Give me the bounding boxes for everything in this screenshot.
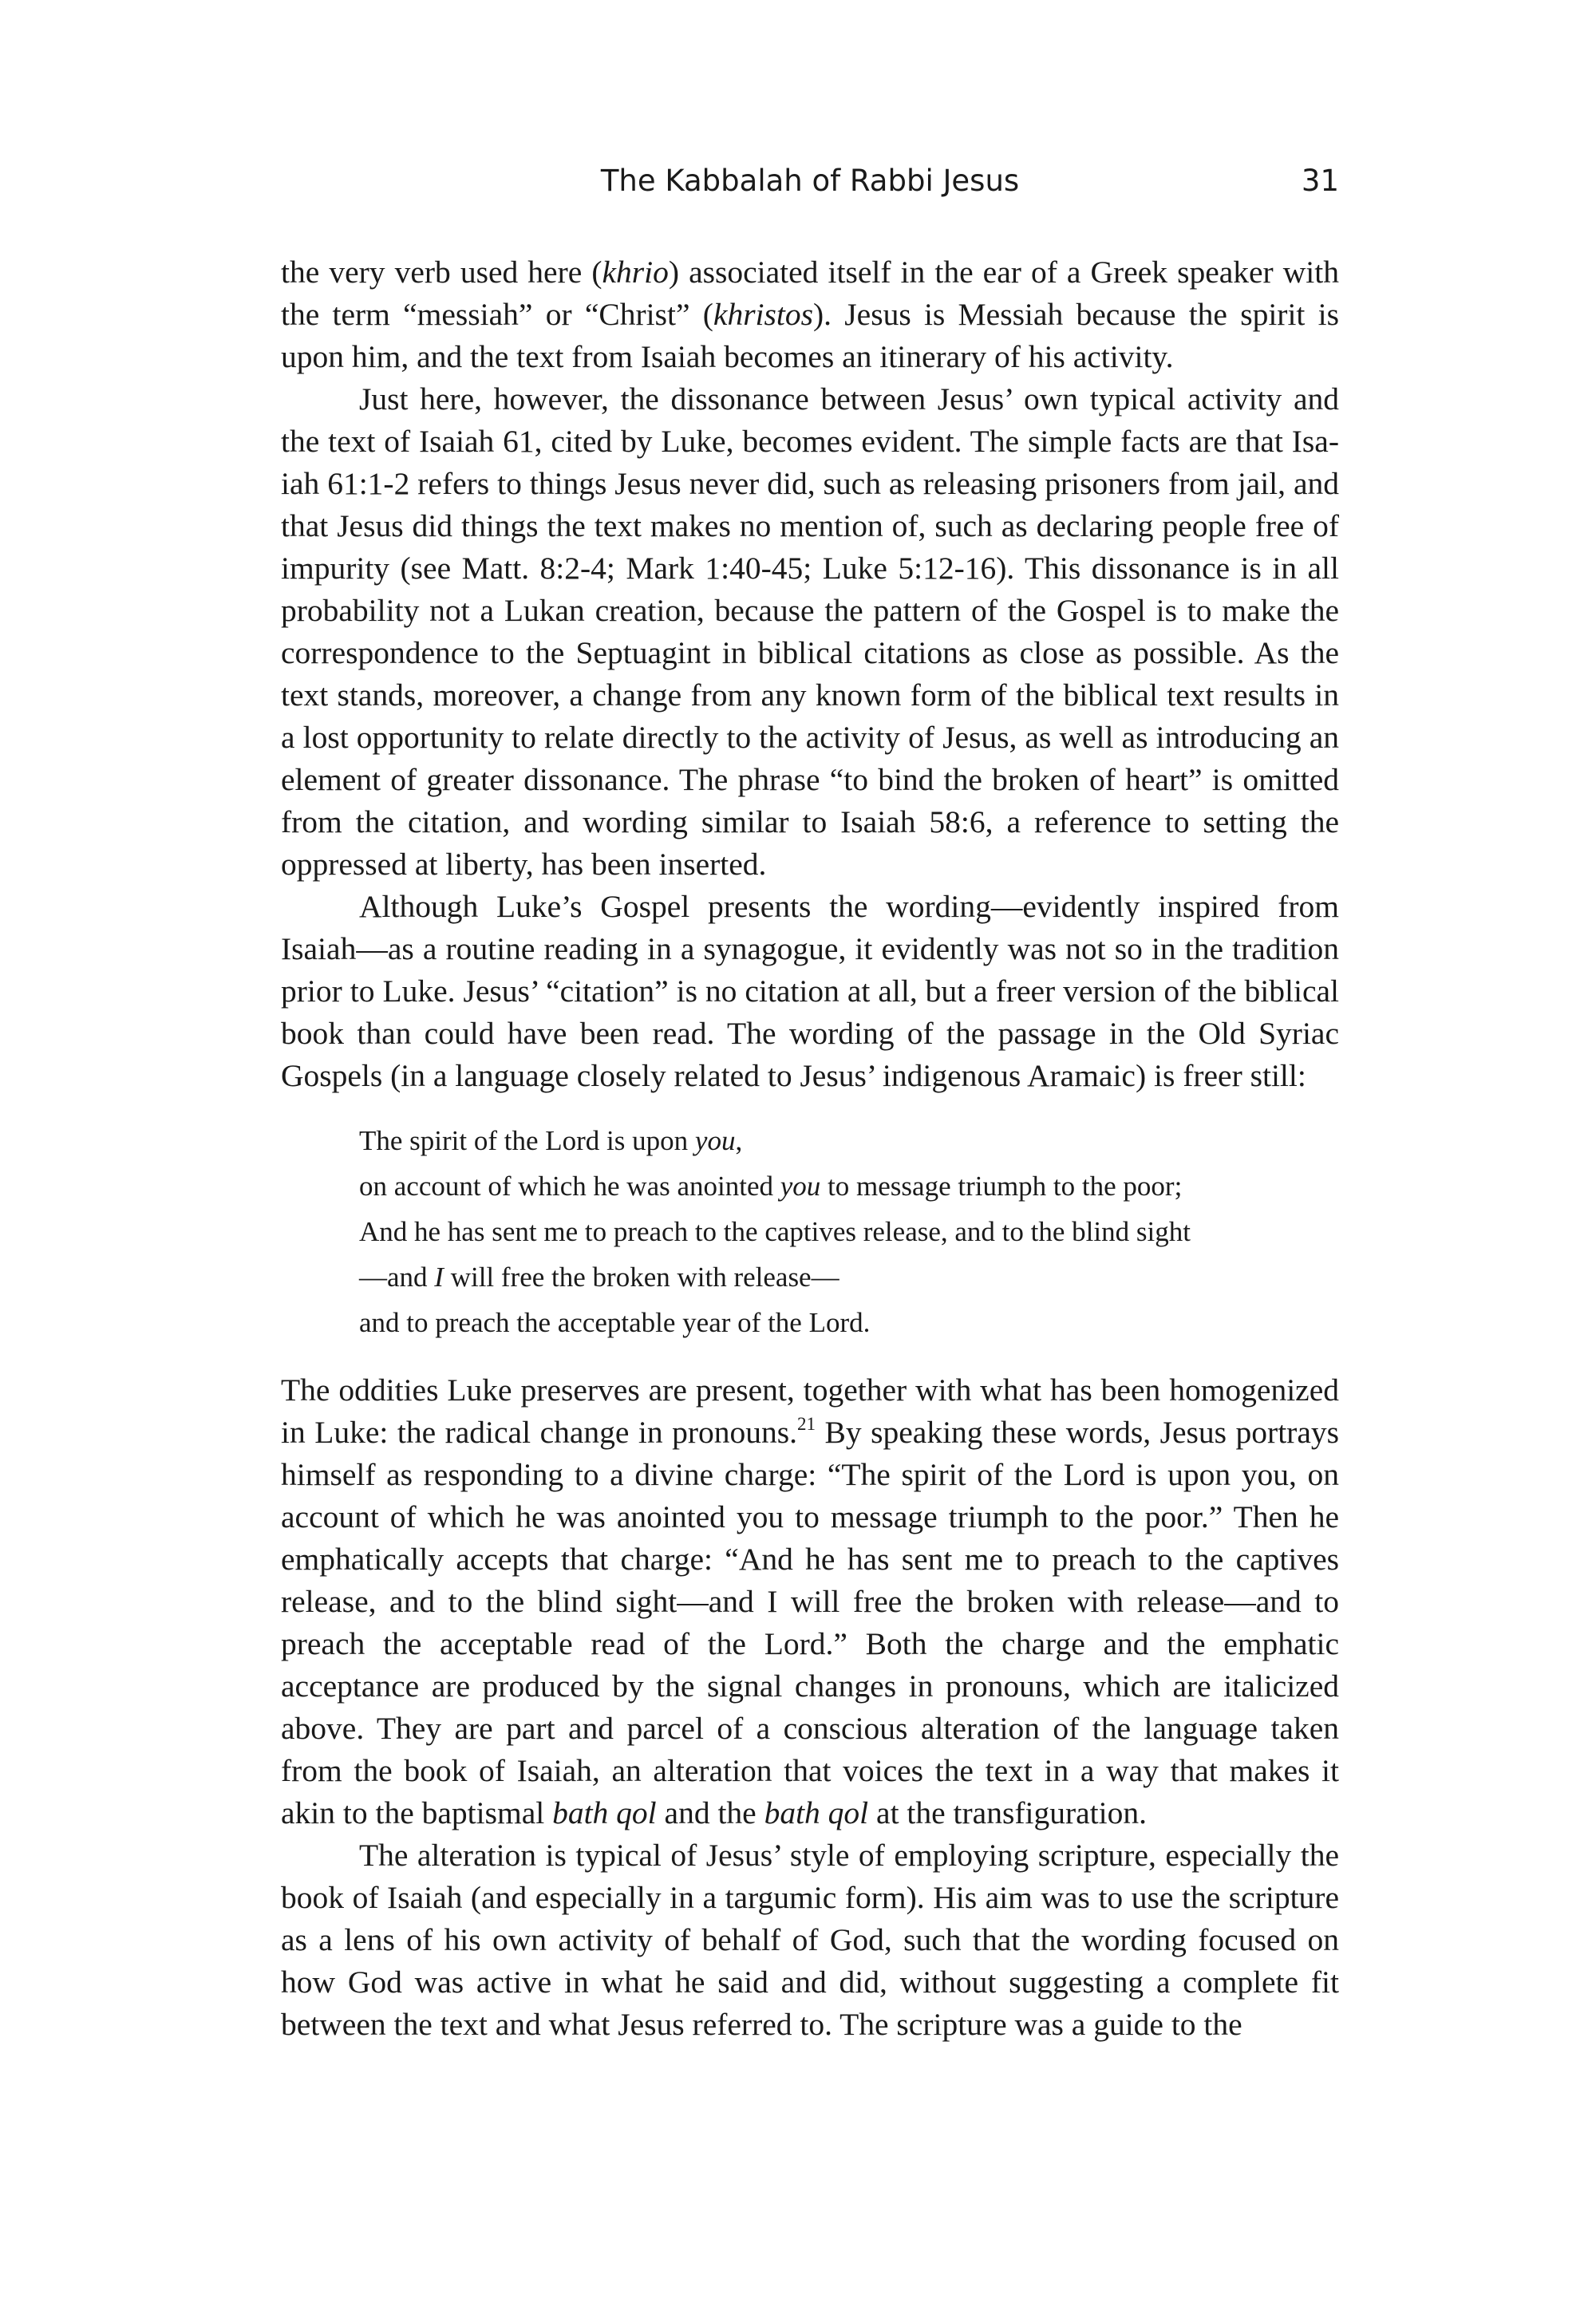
quote-line: The spirit of the Lord is upon you, xyxy=(359,1125,743,1156)
italic-text: bath qol xyxy=(552,1795,657,1830)
body-text xyxy=(281,251,1339,2046)
italic-text: khristos xyxy=(713,297,814,332)
page-number: 31 xyxy=(1301,164,1339,198)
quote-line: on account of which he was anointed you to message triumph to the poor; xyxy=(359,1171,1183,1202)
quote-line: —and I will free the broken with release— xyxy=(359,1262,839,1293)
paragraph: The alteration is typical of Jesus’ style of employing scripture, especially the book of Isaiah (and especially in a targumic form). His aim was to use the scripture as a lens of his own activity of behalf of God, such that the wording focused on how God was active in what he said and did, without suggesting a complete fit between the text and what Jesus referred to. The scripture was a guide to the xyxy=(281,1838,1339,2042)
italic-text: you xyxy=(780,1171,821,1202)
paragraph: Just here, however, the dissonance between Jesus’ own typical activity and the text of Isaiah 61, cited by Luke, becomes evident. The simple facts are that Isaiah 61:1-2 refers to things Jesus never did, such as releasing prisoners from jail, and that Jesus did things the text makes no mention of, such as declaring people free of impurity (see Matt. 8:2-4; Mark 1:40-45; Luke 5:12-16). This dissonance is in all probability not a Lukan creation, because the pattern of the Gospel is to make the correspondence to the Septuagint in biblical citations as close as possible. As the text stands, moreover, a change from any known form of the biblical text results in a lost opportunity to relate directly to the activity of Jesus, as well as introducing an element of greater dissonance. The phrase “to bind the broken of heart” is omitted from the citation, and wording similar to Isaiah 58:6, a reference to setting the oppressed at liberty, has been inserted. xyxy=(281,381,1339,882)
footnote-ref[interactable]: 21 xyxy=(797,1414,816,1434)
italic-text: you xyxy=(694,1125,736,1156)
italic-text: I xyxy=(434,1262,444,1293)
italic-text: bath qol xyxy=(764,1795,869,1830)
quote-line: And he has sent me to preach to the captives release, and to the blind sight xyxy=(359,1216,1191,1247)
paragraph: The oddities Luke preserves are present, together with what has been homogenized in Luke: the radical change in pronouns.$^{21}$ By speaking these words, Jesus portrays himself as responding to a divine charge: “The spirit of the Lord is upon you, on account of which he was anointed you to message triumph to the poor.” Then he emphatically accepts that charge: “And he has sent me to preach to the captives release, and to the blind sight—and I will free the broken with release—and to preach the acceptable read of the Lord.” Both the charge and the emphatic acceptance are produced by the signal changes in pronouns, which are italicized above. They are part and parcel of a conscious alteration of the language taken from the book of Isaiah, an alteration that voices the text in a way that makes it akin to the baptismal bath qol and the bath qol at the transfiguration. xyxy=(281,1372,1339,1830)
paragraph: the very verb used here (khrio) associated itself in the ear of a Greek speaker with the term “messiah” or “Christ” (khristos). Jesus is Messiah because the spirit is upon him, and the text from Isaiah becomes an itinerary of his activity. xyxy=(281,255,1339,374)
running-header xyxy=(281,164,1339,211)
quote-line: and to preach the acceptable year of the Lord. xyxy=(359,1307,871,1338)
book-page xyxy=(281,164,1339,2046)
italic-text: khrio xyxy=(602,255,669,290)
running-title: The Kabbalah of Rabbi Jesus xyxy=(600,164,1020,198)
block-quote xyxy=(359,1118,1339,1345)
paragraph: Although Luke’s Gospel presents the wording—evidently inspired from Isaiah—as a routine reading in a synagogue, it evidently was not so in the tradition prior to Luke. Jesus’ “citation” is no citation at all, but a freer version of the biblical book than could have been read. The wording of the passage in the Old Syriac Gospels (in a language closely related to Jesus’ indigenous Aramaic) is freer still: xyxy=(281,889,1339,1093)
